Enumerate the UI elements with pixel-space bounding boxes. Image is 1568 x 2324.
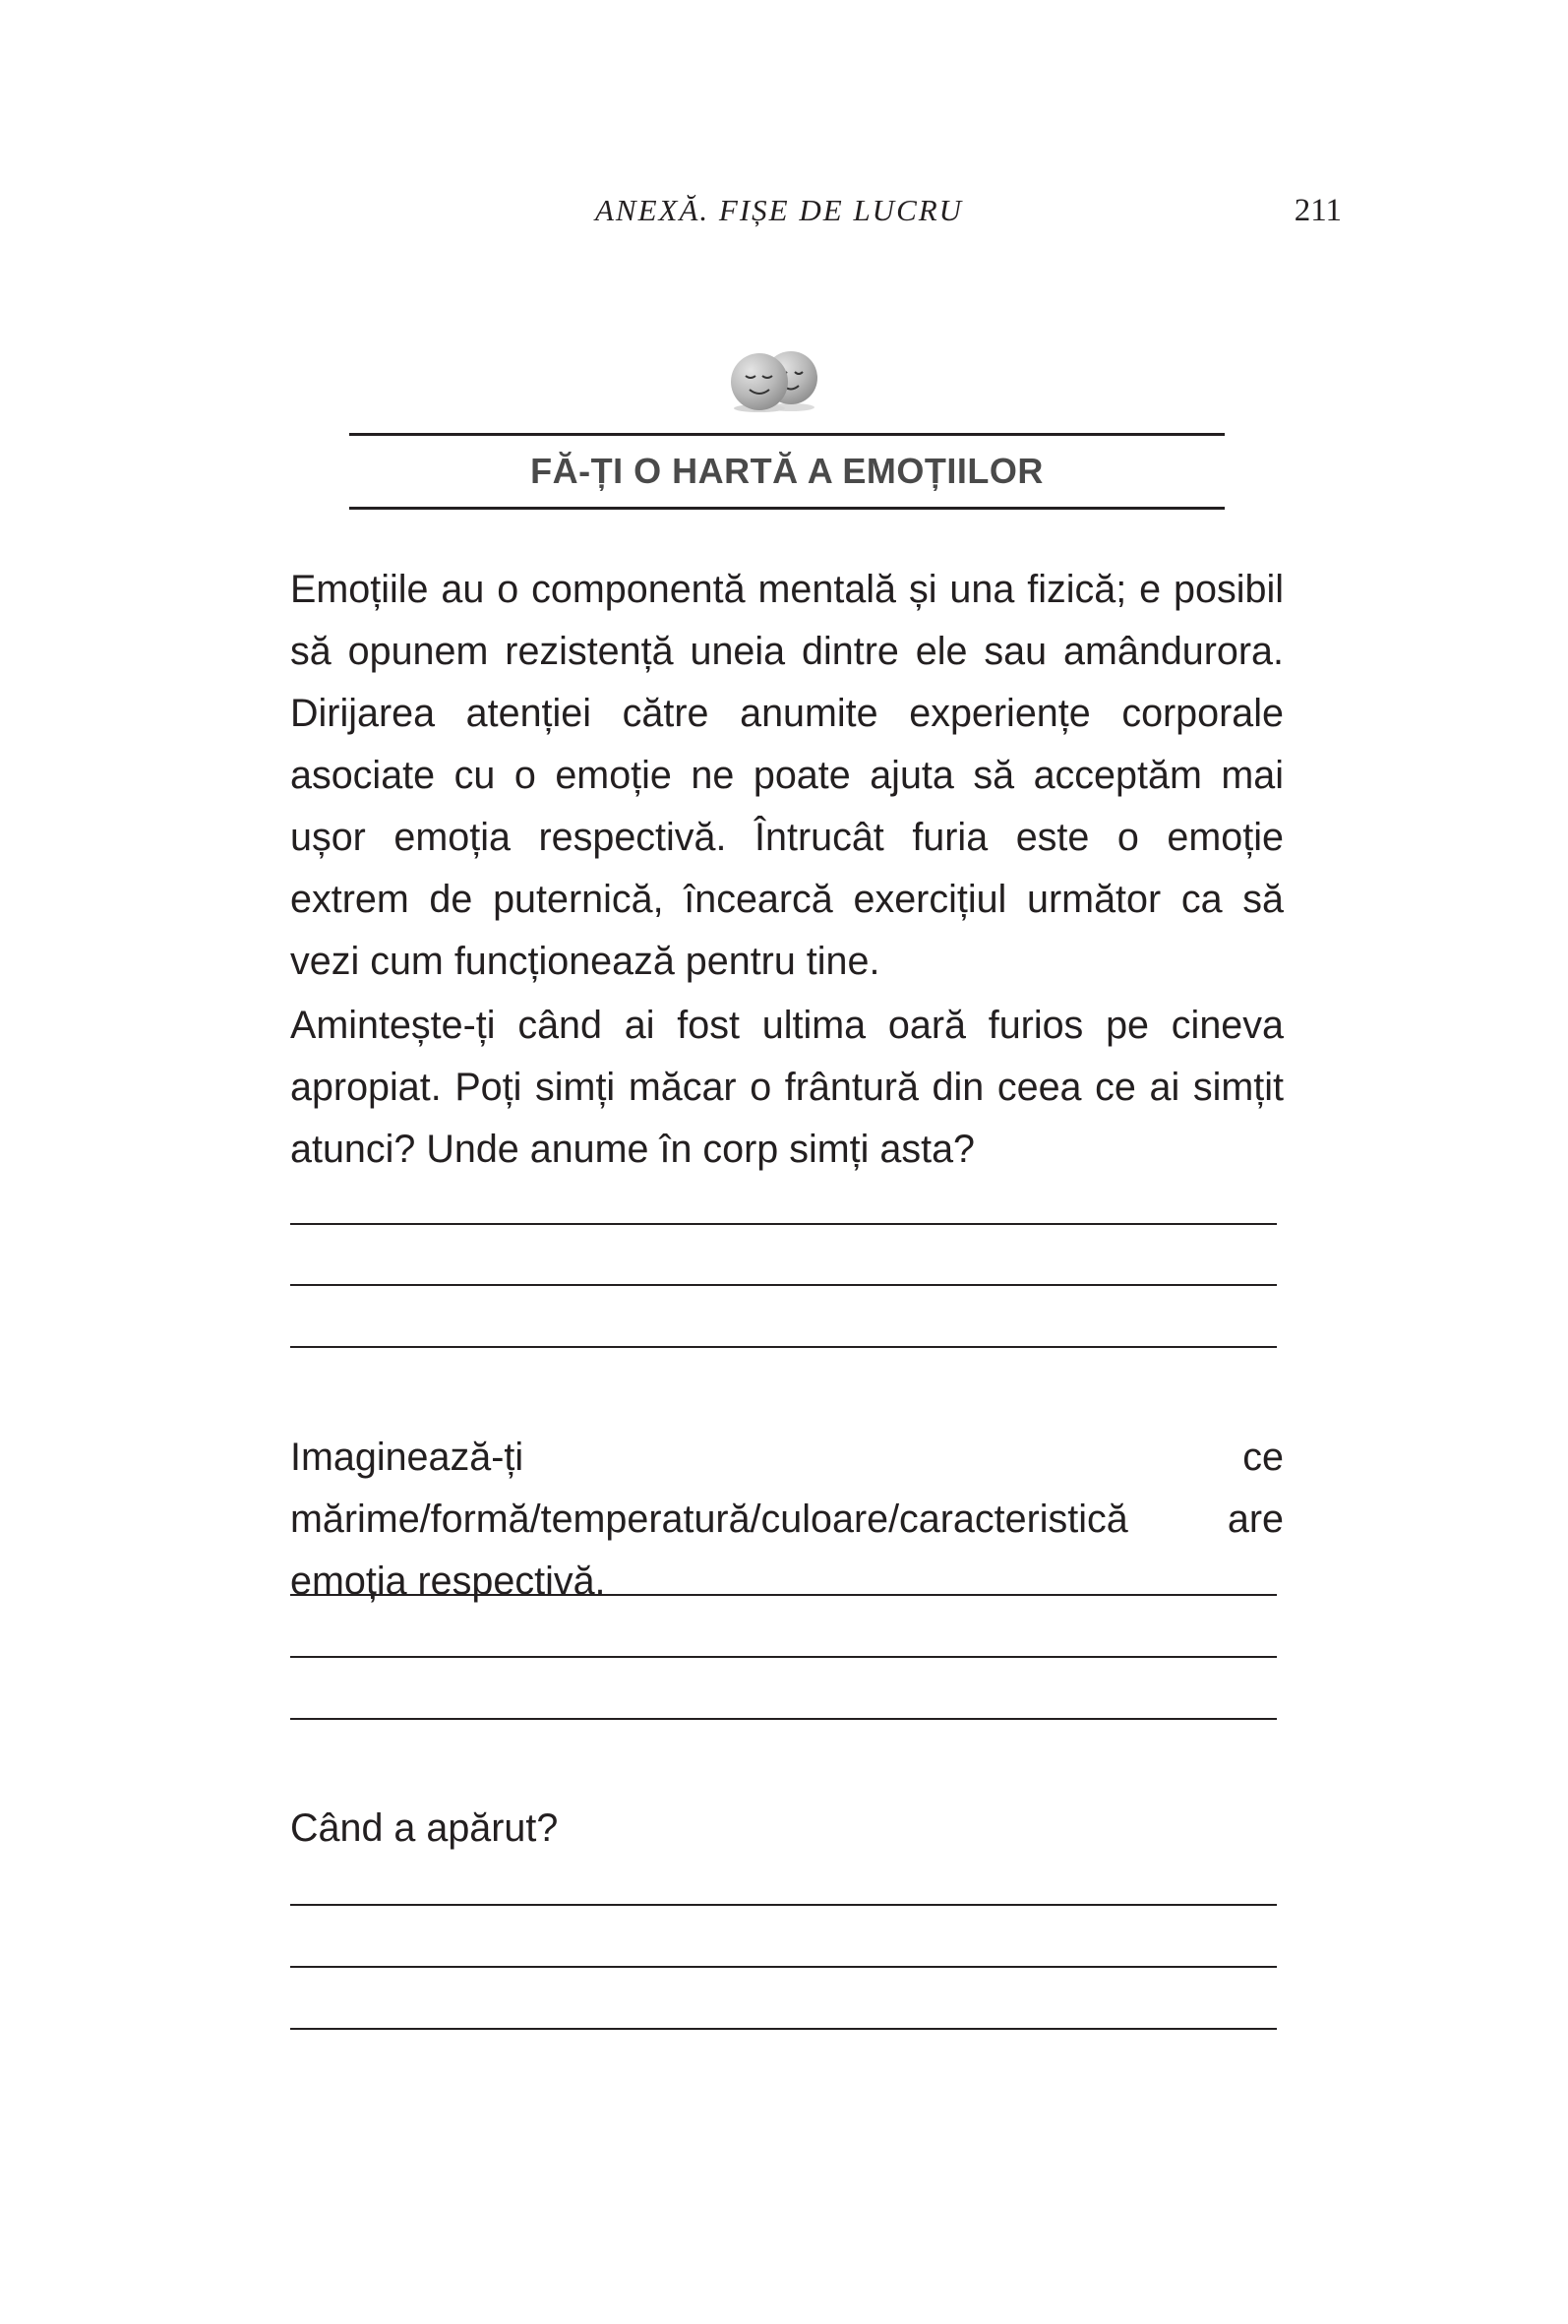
question-location: Amintește-ți când ai fost ultima oară furios pe cineva apropiat. Poți simți măcar o frântură din ceea ce ai simțit atunci? Unde anume în corp simți asta? xyxy=(290,1004,1284,1171)
page-number: 211 xyxy=(1294,193,1342,228)
question-characteristics: Imaginează-ți ce mărime/formă/temperatură/culoare/caracteristică are emoția respectivă. xyxy=(290,1436,1284,1603)
section-title: FĂ-ȚI O HARTĂ A EMOȚIILOR xyxy=(530,451,1044,491)
intro-paragraph: Emoțiile au o componentă mentală și una fizică; e posibil să opunem rezistență uneia dintre ele sau amândurora. Dirijarea atenției către anumite experiențe corporale asociate cu o emoție ne poate ajuta să acceptăm mai ușor emoția respectivă. Întrucât furia este o emoție extrem de puternică, încearcă exercițiul următor ca să vezi cum funcționează pentru tine. xyxy=(290,568,1284,983)
two-smiling-faces-icon xyxy=(726,344,834,413)
running-head xyxy=(0,193,1568,232)
answer-line[interactable] xyxy=(290,1718,1277,1720)
question-when: Când a apărut? xyxy=(290,1806,559,1850)
answer-line[interactable] xyxy=(290,1656,1277,1658)
answer-line[interactable] xyxy=(290,1966,1277,1968)
answer-line[interactable] xyxy=(290,1284,1277,1286)
answer-line[interactable] xyxy=(290,1223,1277,1225)
title-rule-bottom xyxy=(349,507,1225,510)
running-title: ANEXĂ. FIȘE DE LUCRU xyxy=(595,193,964,227)
answer-line[interactable] xyxy=(290,2028,1277,2030)
answer-line[interactable] xyxy=(290,1346,1277,1348)
title-rule-top xyxy=(349,433,1225,436)
answer-line[interactable] xyxy=(290,1594,1277,1596)
answer-line[interactable] xyxy=(290,1904,1277,1906)
